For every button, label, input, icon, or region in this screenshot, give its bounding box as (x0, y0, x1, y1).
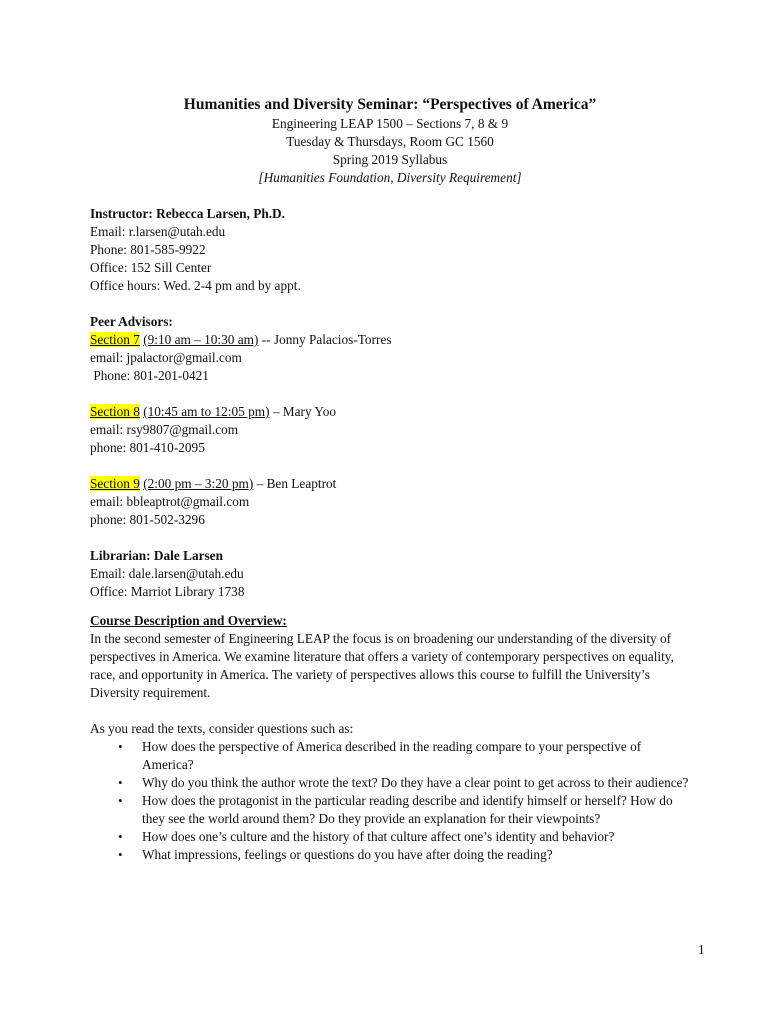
section-label: Section 7 (90, 332, 140, 347)
advisor-name: – Ben Leaptrot (253, 476, 337, 491)
page-number: 1 (698, 942, 705, 957)
advisor-email: email: jpalactor@gmail.com (90, 350, 242, 365)
section-time: (2:00 pm – 3:20 pm) (143, 476, 254, 491)
instructor-email: Email: r.larsen@utah.edu (90, 224, 226, 239)
list-item: • What impressions, feelings or questions do you have after doing the reading? (142, 846, 690, 864)
librarian-email: Email: dale.larsen@utah.edu (90, 566, 244, 581)
page-title: Humanities and Diversity Seminar: “Perspectives of America” (183, 96, 597, 113)
course-description-heading: Course Description and Overview: (90, 613, 287, 628)
advisor-email: email: rsy9807@gmail.com (90, 422, 239, 437)
list-item: • How does one’s culture and the history of that culture affect one’s identity and behavior? (142, 828, 690, 846)
term-line: Spring 2019 Syllabus (332, 152, 448, 167)
advisor-section-8 (90, 403, 690, 457)
peer-advisors-heading: Peer Advisors: (90, 314, 173, 329)
list-item: • Why do you think the author wrote the text? Do they have a clear point to get across to their audience? (142, 774, 690, 792)
advisor-section-7 (90, 331, 690, 385)
instructor-phone: Phone: 801-585-9922 (90, 242, 206, 257)
advisor-phone: Phone: 801-201-0421 (90, 368, 209, 383)
list-item: • How does the protagonist in the particular reading describe and identify himself or herself? How do they see the world around them? Do they provide an explanation for their viewpoints? (142, 792, 690, 828)
section-time: (9:10 am – 10:30 am) (143, 332, 259, 347)
course-line: Engineering LEAP 1500 – Sections 7, 8 & 9 (271, 116, 509, 131)
questions-intro: As you read the texts, consider questions such as: (90, 721, 354, 736)
requirement-line: [Humanities Foundation, Diversity Requirement] (258, 170, 522, 185)
advisor-phone: phone: 801-502-3296 (90, 512, 205, 527)
librarian-heading: Librarian: Dale Larsen (90, 548, 223, 563)
advisor-name: -- Jonny Palacios-Torres (258, 332, 392, 347)
course-description-paragraph: In the second semester of Engineering LEAP the focus is on broadening our understanding of the diversity of perspectives in America. We examine literature that offers a variety of contemporary perspectives on equality, race, and opportunity in America. The variety of perspectives allows this course to fulfill the University’s Diversity requirement. (90, 631, 674, 700)
advisor-email: email: bbleaptrot@gmail.com (90, 494, 250, 509)
schedule-line: Tuesday & Thursdays, Room GC 1560 (286, 134, 494, 149)
questions-list (90, 738, 690, 864)
advisor-phone: phone: 801-410-2095 (90, 440, 205, 455)
syllabus-page (90, 95, 690, 864)
librarian-office: Office: Marriot Library 1738 (90, 584, 245, 599)
instructor-hours: Office hours: Wed. 2-4 pm and by appt. (90, 278, 301, 293)
list-item: • How does the perspective of America described in the reading compare to your perspective of America? (142, 738, 690, 774)
section-label: Section 9 (90, 476, 140, 491)
advisor-name: – Mary Yoo (269, 404, 336, 419)
section-label: Section 8 (90, 404, 140, 419)
section-time: (10:45 am to 12:05 pm) (143, 404, 270, 419)
advisor-section-9 (90, 475, 690, 529)
instructor-heading: Instructor: Rebecca Larsen, Ph.D. (90, 206, 285, 221)
instructor-office: Office: 152 Sill Center (90, 260, 212, 275)
